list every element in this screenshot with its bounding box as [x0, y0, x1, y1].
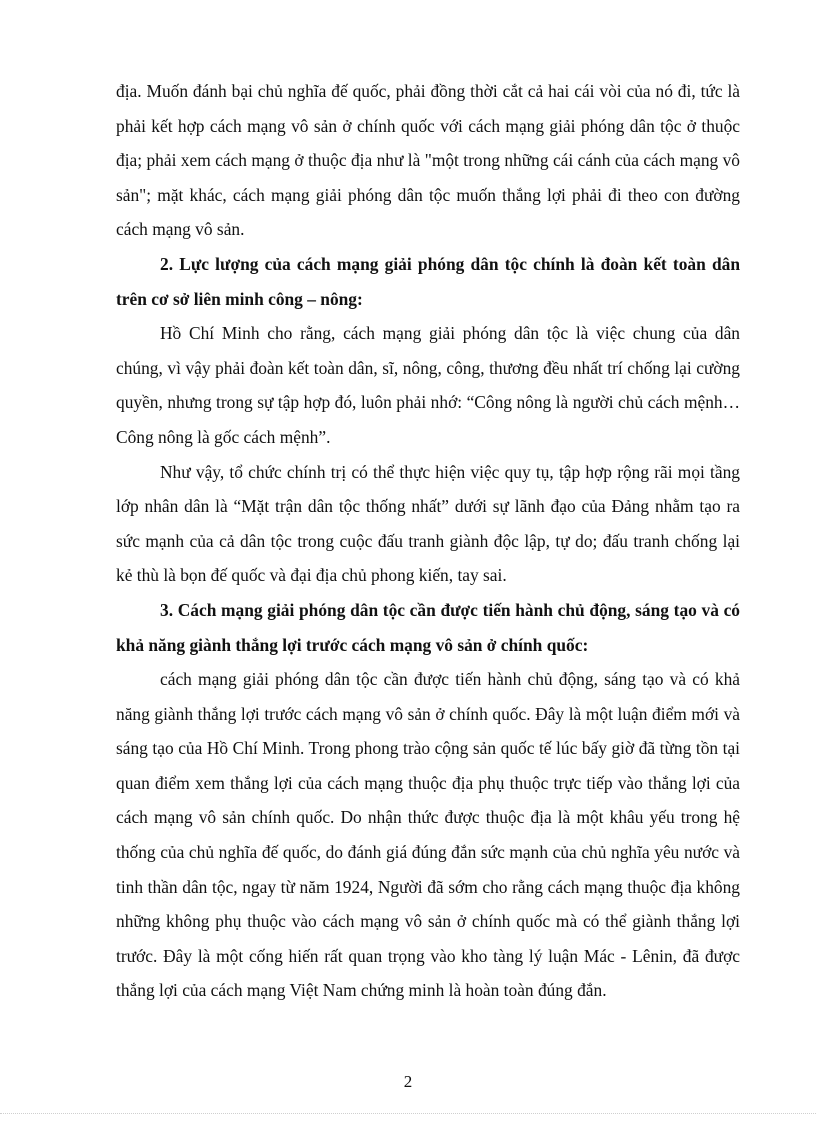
paragraph-national-liberation: cách mạng giải phóng dân tộc cần được tiến hành chủ động, sáng tạo và có khả năng giành thắng lợi trước cách mạng vô sản ở chính quốc. Đây là một luận điểm mới và sáng tạo của Hồ Chí Minh. Trong phong trào cộng sản quốc tế lúc bấy giờ đã từng tồn tại quan điểm xem thắng lợi của cách mạng thuộc địa phụ thuộc trực tiếp vào thắng lợi của cách mạng vô sản chính quốc. Do nhận thức được thuộc địa là một khâu yếu trong hệ thống của chủ nghĩa đế quốc, do đánh giá đúng đắn sức mạnh của chủ nghĩa yêu nước và tinh thần dân tộc, ngay từ năm 1924, Người đã sớm cho rằng cách mạng thuộc địa không những không phụ thuộc vào cách mạng vô sản ở chính quốc mà có thể giành thắng lợi trước. Đây là một cống hiến rất quan trọng vào kho tàng lý luận Mác - Lênin, đã được thắng lợi của cách mạng Việt Nam chứng minh là hoàn toàn đúng đắn.	[116, 669, 740, 1001]
section-heading-2: 2. Lực lượng của cách mạng giải phóng dân tộc chính là đoàn kết toàn dân trên cơ sở liên minh công – nông:	[116, 253, 740, 309]
page-bottom-divider	[0, 1113, 816, 1114]
document-page	[116, 74, 740, 1008]
page-number: 2	[403, 1072, 413, 1091]
section-heading-3: 3. Cách mạng giải phóng dân tộc cần được tiến hành chủ động, sáng tạo và có khả năng giành thắng lợi trước cách mạng vô sản ở chính quốc:	[116, 599, 740, 655]
paragraph-ho-chi-minh-unity: Hồ Chí Minh cho rằng, cách mạng giải phóng dân tộc là việc chung của dân chúng, vì vậy phải đoàn kết toàn dân, sĩ, nông, công, thương đều nhất trí chống lại cường quyền, nhưng trong sự tập hợp đó, luôn phải nhớ: “Công nông là người chủ cách mệnh… Công nông là gốc cách mệnh”.	[116, 323, 740, 447]
paragraph-united-front: Như vậy, tổ chức chính trị có thể thực hiện việc quy tụ, tập hợp rộng rãi mọi tầng lớp nhân dân là “Mặt trận dân tộc thống nhất” dưới sự lãnh đạo của Đảng nhằm tạo ra sức mạnh của cả dân tộc trong cuộc đấu tranh giành độc lập, tự do; đấu tranh chống lại kẻ thù là bọn đế quốc và đại địa chủ phong kiến, tay sai.	[116, 461, 740, 586]
paragraph-continuation: địa. Muốn đánh bại chủ nghĩa đế quốc, phải đồng thời cắt cả hai cái vòi của nó đi, tức là phải kết hợp cách mạng vô sản ở chính quốc với cách mạng giải phóng dân tộc ở thuộc địa; phải xem cách mạng ở thuộc địa như là "một trong những cái cánh của cách mạng vô sản"; mặt khác, cách mạng giải phóng dân tộc muốn thắng lợi phải đi theo con đường cách mạng vô sản.	[116, 81, 740, 240]
